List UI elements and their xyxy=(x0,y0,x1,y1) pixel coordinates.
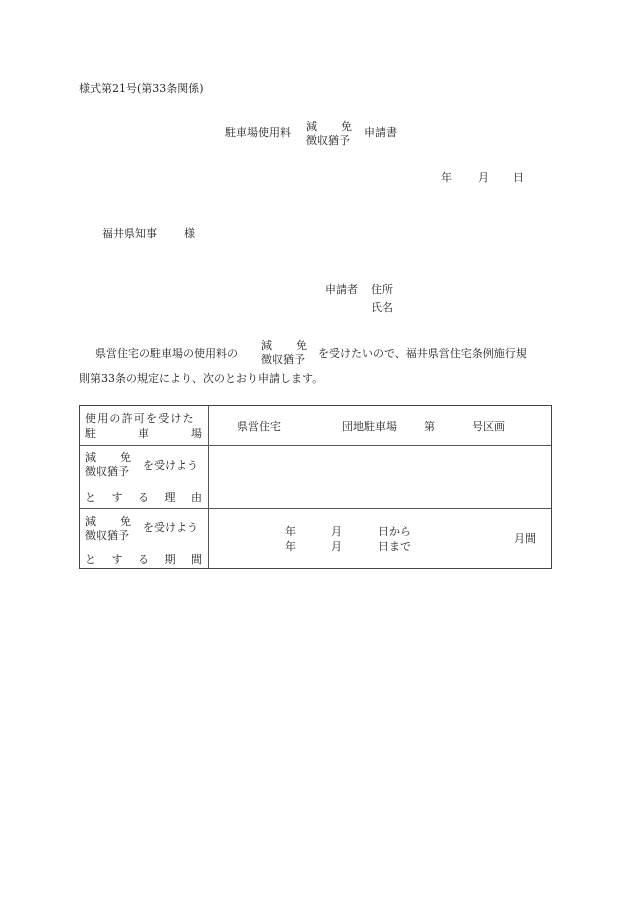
row3-from-month: 月 xyxy=(331,525,342,538)
row2-bottom-char: る xyxy=(138,491,149,504)
row1-header-line1: 使用の許可を受けた xyxy=(85,412,195,425)
title-suffix: 申請書 xyxy=(364,126,397,139)
table-row-divider-1 xyxy=(80,445,551,446)
row2-choice-reduce: 減 xyxy=(85,451,96,464)
row3-to-year: 年 xyxy=(285,540,296,553)
row2-choice-defer: 徴収猶予 xyxy=(85,465,129,478)
body-line2: 則第33条の規定により、次のとおり申請します。 xyxy=(79,372,324,385)
table-row-divider-2 xyxy=(80,508,551,509)
row3-to-month: 月 xyxy=(331,540,342,553)
body-choice-exempt: 免 xyxy=(296,339,307,352)
body-choice-defer: 徴収猶予 xyxy=(261,353,305,366)
body-line1-after: を受けたいので、福井県営住宅条例施行規 xyxy=(318,347,527,360)
row3-choice-exempt: 免 xyxy=(120,515,131,528)
body-choice-reduce: 減 xyxy=(261,339,272,352)
row1-housing: 県営住宅 xyxy=(237,420,281,433)
date-day: 日 xyxy=(513,171,524,184)
application-table xyxy=(79,405,552,569)
row3-bottom-char: す xyxy=(111,553,123,566)
row1-header-char: 車 xyxy=(138,427,149,440)
body-choice-top xyxy=(261,340,307,351)
row3-bottom-char: る xyxy=(138,553,149,566)
row3-bottom xyxy=(85,554,202,565)
spread-label-sources xyxy=(0,0,1,1)
row3-from-year: 年 xyxy=(285,525,296,538)
row3-choice-top xyxy=(85,516,131,527)
row3-from-day: 日から xyxy=(378,525,411,538)
row3-choice-defer: 徴収猶予 xyxy=(85,529,129,542)
title-choice-exempt: 免 xyxy=(341,120,352,133)
row3-to-day: 日まで xyxy=(378,540,411,553)
table-column-divider xyxy=(208,406,209,568)
row2-choice-exempt: 免 xyxy=(120,451,131,464)
title-choice-defer: 徴収猶予 xyxy=(306,134,350,147)
row3-choice-reduce: 減 xyxy=(85,515,96,528)
title-choice-reduce: 減 xyxy=(306,120,317,133)
row2-bottom-char: す xyxy=(111,491,123,504)
title-prefix: 駐車場使用料 xyxy=(225,126,291,139)
body-line1-before: 県営住宅の駐車場の使用料の xyxy=(95,347,238,360)
row1-dai: 第 xyxy=(424,420,435,433)
row2-bottom-char: 理 xyxy=(164,491,176,504)
applicant-label: 申請者 xyxy=(325,283,358,296)
date-month: 月 xyxy=(478,171,489,184)
applicant-address-label: 住所 xyxy=(371,283,393,296)
row1-header-char: 駐 xyxy=(85,427,96,440)
title-choice-top xyxy=(306,121,352,132)
applicant-name-label: 氏名 xyxy=(371,301,393,314)
form-number: 様式第21号(第33条関係) xyxy=(79,82,204,95)
row1-section: 号区画 xyxy=(472,420,505,433)
addressee-honorific: 様 xyxy=(184,227,195,240)
row2-bottom-char: 由 xyxy=(191,491,202,504)
row3-receive: を受けよう xyxy=(143,521,198,534)
row2-bottom xyxy=(85,492,202,503)
row3-bottom-char: 間 xyxy=(191,553,202,566)
row2-bottom-char: と xyxy=(85,491,96,504)
row3-months: 月間 xyxy=(514,532,536,545)
row3-bottom-char: 期 xyxy=(164,553,176,566)
date-year: 年 xyxy=(441,171,452,184)
row1-parking: 団地駐車場 xyxy=(342,420,397,433)
addressee-name: 福井県知事 xyxy=(102,227,157,240)
row2-receive: を受けよう xyxy=(143,459,198,472)
row2-choice-top xyxy=(85,452,131,463)
row1-header-char: 場 xyxy=(191,427,202,440)
row1-header-line2 xyxy=(85,428,202,439)
row3-bottom-char: と xyxy=(85,553,96,566)
